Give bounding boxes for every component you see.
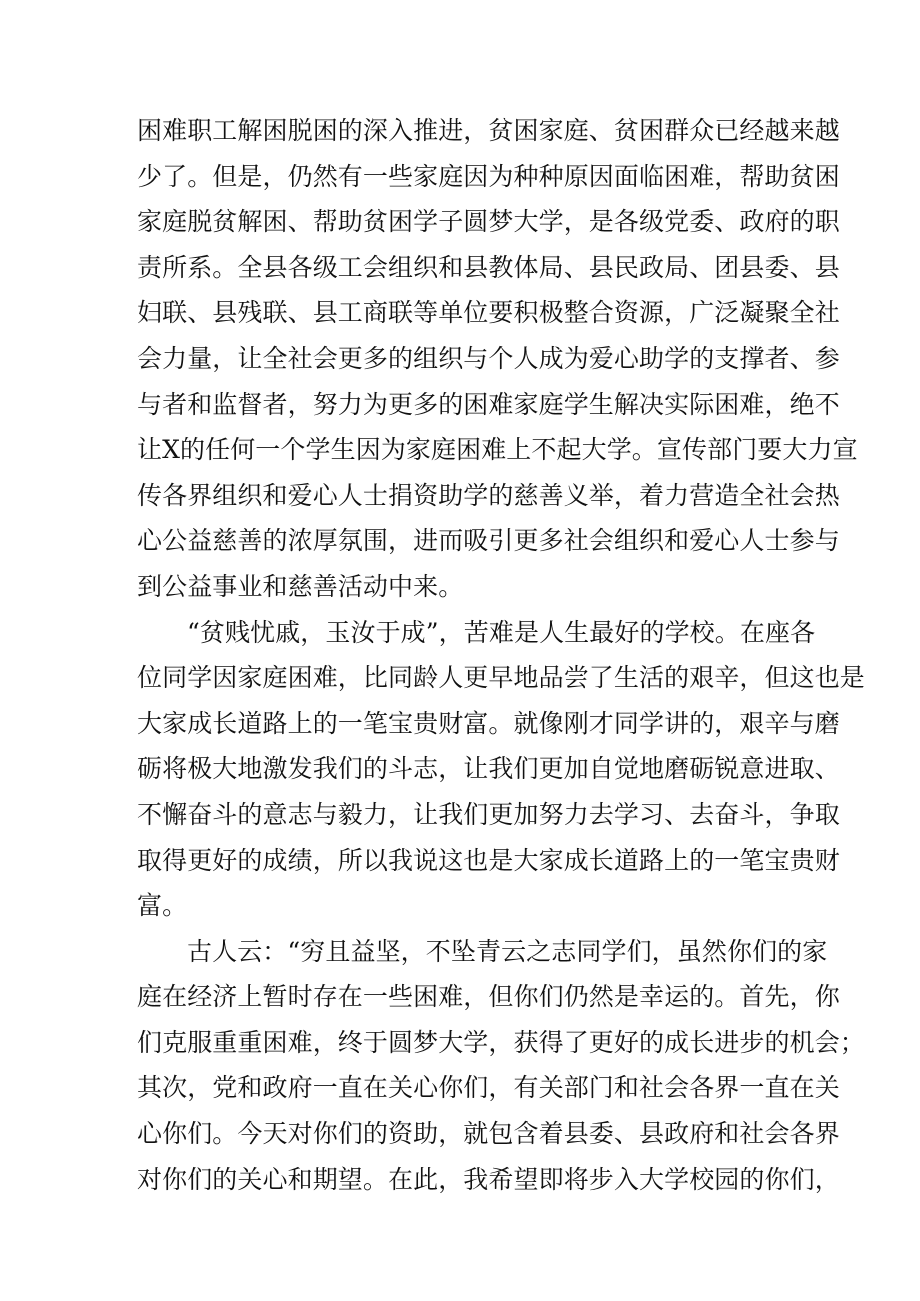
paragraph-line: 让X的任何一个学生因为家庭困难上不起大学。宣传部门要大力宣 [137, 435, 858, 465]
paragraph-line: 责所系。全县各级工会组织和县教体局、县民政局、团县委、县 [137, 252, 840, 282]
paragraph-line: 砺将极大地激发我们的斗志，让我们更加自觉地磨砺锐意进取、 [137, 754, 840, 784]
paragraph-line: 古人云：“穷且益坚，不坠青云之志同学们，虽然你们的家 [187, 936, 828, 966]
paragraph-line: “贫贱忧戚，玉汝于成”，苦难是人生最好的学校。在座各 [187, 617, 816, 647]
paragraph-line: 对你们的关心和期望。在此，我希望即将步入大学校园的你们， [137, 1164, 840, 1194]
paragraph-line: 庭在经济上暂时存在一些困难，但你们仍然是幸运的。首先，你 [137, 982, 840, 1012]
paragraph-line: 大家成长道路上的一笔宝贵财富。就像刚才同学讲的，艰辛与磨 [137, 708, 840, 738]
paragraph-line: 到公益事业和慈善活动中来。 [137, 571, 464, 601]
paragraph-line: 妇联、县残联、县工商联等单位要积极整合资源，广泛凝聚全社 [137, 298, 840, 328]
paragraph-line: 取得更好的成绩，所以我说这也是大家成长道路上的一笔宝贵财 [137, 845, 840, 875]
paragraph-line: 会力量，让全社会更多的组织与个人成为爱心助学的支撑者、参 [137, 343, 840, 373]
paragraph-line: 心公益慈善的浓厚氛围，进而吸引更多社会组织和爱心人士参与 [137, 526, 840, 556]
paragraph-line: 其次，党和政府一直在关心你们，有关部门和社会各界一直在关 [137, 1073, 840, 1103]
paragraph-line: 家庭脱贫解困、帮助贫困学子圆梦大学，是各级党委、政府的职 [137, 207, 840, 237]
paragraph-line: 位同学因家庭困难，比同龄人更早地品尝了生活的艰辛，但这也是 [137, 663, 865, 693]
paragraph-3 [137, 929, 865, 1203]
paragraph-line: 与者和监督者，努力为更多的困难家庭学生解决实际困难，绝不 [137, 389, 840, 419]
paragraph-line: 少了。但是，仍然有一些家庭因为种种原因面临困难，帮助贫困 [137, 161, 840, 191]
paragraph-line: 富。 [137, 891, 188, 921]
paragraph-2 [137, 610, 865, 929]
paragraph-line: 困难职工解困脱困的深入推进，贫困家庭、贫困群众已经越来越 [137, 116, 840, 145]
paragraph-line: 不懈奋斗的意志与毅力，让我们更加努力去学习、去奋斗，争取 [137, 799, 840, 829]
paragraph-1 [137, 108, 858, 610]
paragraph-line: 传各界组织和爱心人士捐资助学的慈善义举，着力营造全社会热 [137, 480, 840, 510]
document-body [137, 108, 865, 1202]
paragraph-line: 心你们。今天对你们的资助，就包含着县委、县政府和社会各界 [137, 1119, 840, 1149]
paragraph-line: 们克服重重困难，终于圆梦大学，获得了更好的成长进步的机会； [137, 1027, 865, 1057]
